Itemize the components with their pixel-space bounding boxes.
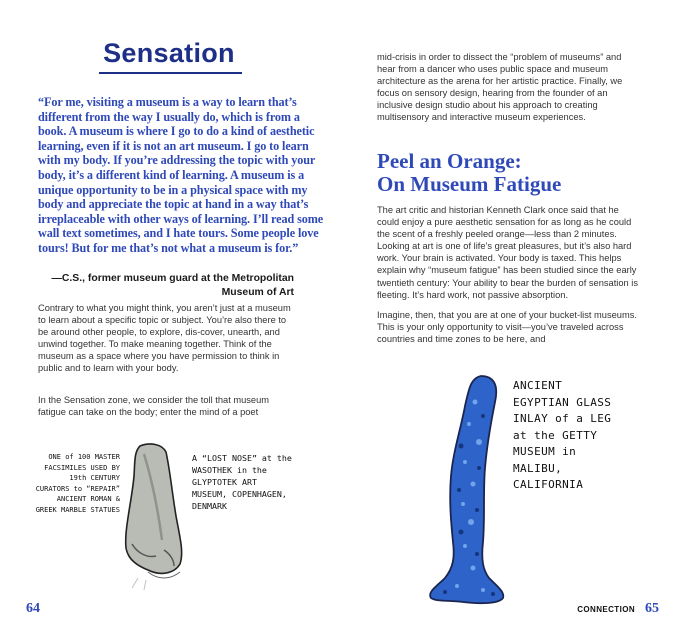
quote-attribution: —C.S., former museum guard at the Metropolitan Museum of Art bbox=[51, 273, 294, 298]
body-paragraph-intro: mid-crisis in order to dissect the “problem of museums” and hear from a dancer who uses public space and museum architecture as the arena for her artistic practice. Finally, we focus on sensory design, hearing from the founder of an inclusive design studio about his approach to creating multisensory and interactive museum experiences. bbox=[377, 52, 623, 123]
pull-quote: “For me, visiting a museum is a way to learn that’s different from the way I usually do, which is from a book. A museum is where I go to do a kind of aesthetic learning, even if it is not an art museum. I go to learn with my body. If you’re addressing the topic with your body, it’s a different kind of learning. A museum is a unique opportunity to be in a physical space with my body and appreciate the topic at hand in a way that’s irreplaceable with other ways of learning. I’ll read some wall text sometimes, and I hate tours. Some people love tours! But for me that’s not what a museum is for.” bbox=[38, 95, 324, 255]
nose-caption-right: A “LOST NOSE” at the WASOTHEK in the GLYPTOTEK ART MUSEUM, COPENHAGEN, DENMARK bbox=[192, 453, 292, 511]
nose-caption-left: ONE of 100 MASTER FACSIMILES USED BY 19th CENTURY CURATORS to “REPAIR” ANCIENT ROMAN & GREEK MARBLE STATUES bbox=[35, 453, 120, 514]
running-head: CONNECTION bbox=[577, 605, 635, 614]
glass-leg-illustration bbox=[423, 372, 513, 608]
leg-caption: ANCIENT EGYPTIAN GLASS INLAY of a LEG at the GETTY MUSEUM in MALIBU, CALIFORNIA bbox=[513, 379, 612, 491]
body-paragraph-1: Contrary to what you might think, you aren’t just at a museum to learn about a specific topic or subject. You’re also there to be around other people, to explore, dis-cover, unearth, and unwind together. To make meaning together. Think of the museum as a space where you have permission to think in public and to learn with your body. bbox=[38, 303, 291, 374]
chapter-title: Sensation bbox=[103, 38, 235, 68]
body-paragraph-1: The art critic and historian Kenneth Clark once said that he could enjoy a pure aesthetic sensation for as long as he could the scent of a freshly peeled orange—less than 2 minutes. Looking at art is one of life’s great pleasures, but it’s also hard work. Your brain is activated. Your body is taxed. This helps explain why “museum fatigue” has been studied since the early twentieth century: Your ability to bear the burden of sensation is fleeting. It’s hard work, not passive absorption. bbox=[377, 205, 638, 300]
page-number-left: 64 bbox=[26, 601, 40, 616]
lost-nose-illustration bbox=[118, 440, 190, 590]
section-heading-line-2: On Museum Fatigue bbox=[377, 172, 562, 196]
title-underline bbox=[99, 72, 242, 74]
body-paragraph-2: In the Sensation zone, we consider the toll that museum fatigue can take on the body; enter the mind of a poet bbox=[38, 395, 270, 418]
right-page bbox=[339, 0, 677, 626]
section-heading bbox=[377, 150, 639, 196]
page-number-right: 65 bbox=[645, 601, 659, 616]
body-paragraph-2: Imagine, then, that you are at one of your bucket-list museums. This is your only opportunity to visit—you’ve traveled across countries and time zones to be here, and bbox=[377, 310, 637, 345]
section-heading-line-1: Peel an Orange: bbox=[377, 149, 522, 173]
left-page bbox=[0, 0, 338, 626]
